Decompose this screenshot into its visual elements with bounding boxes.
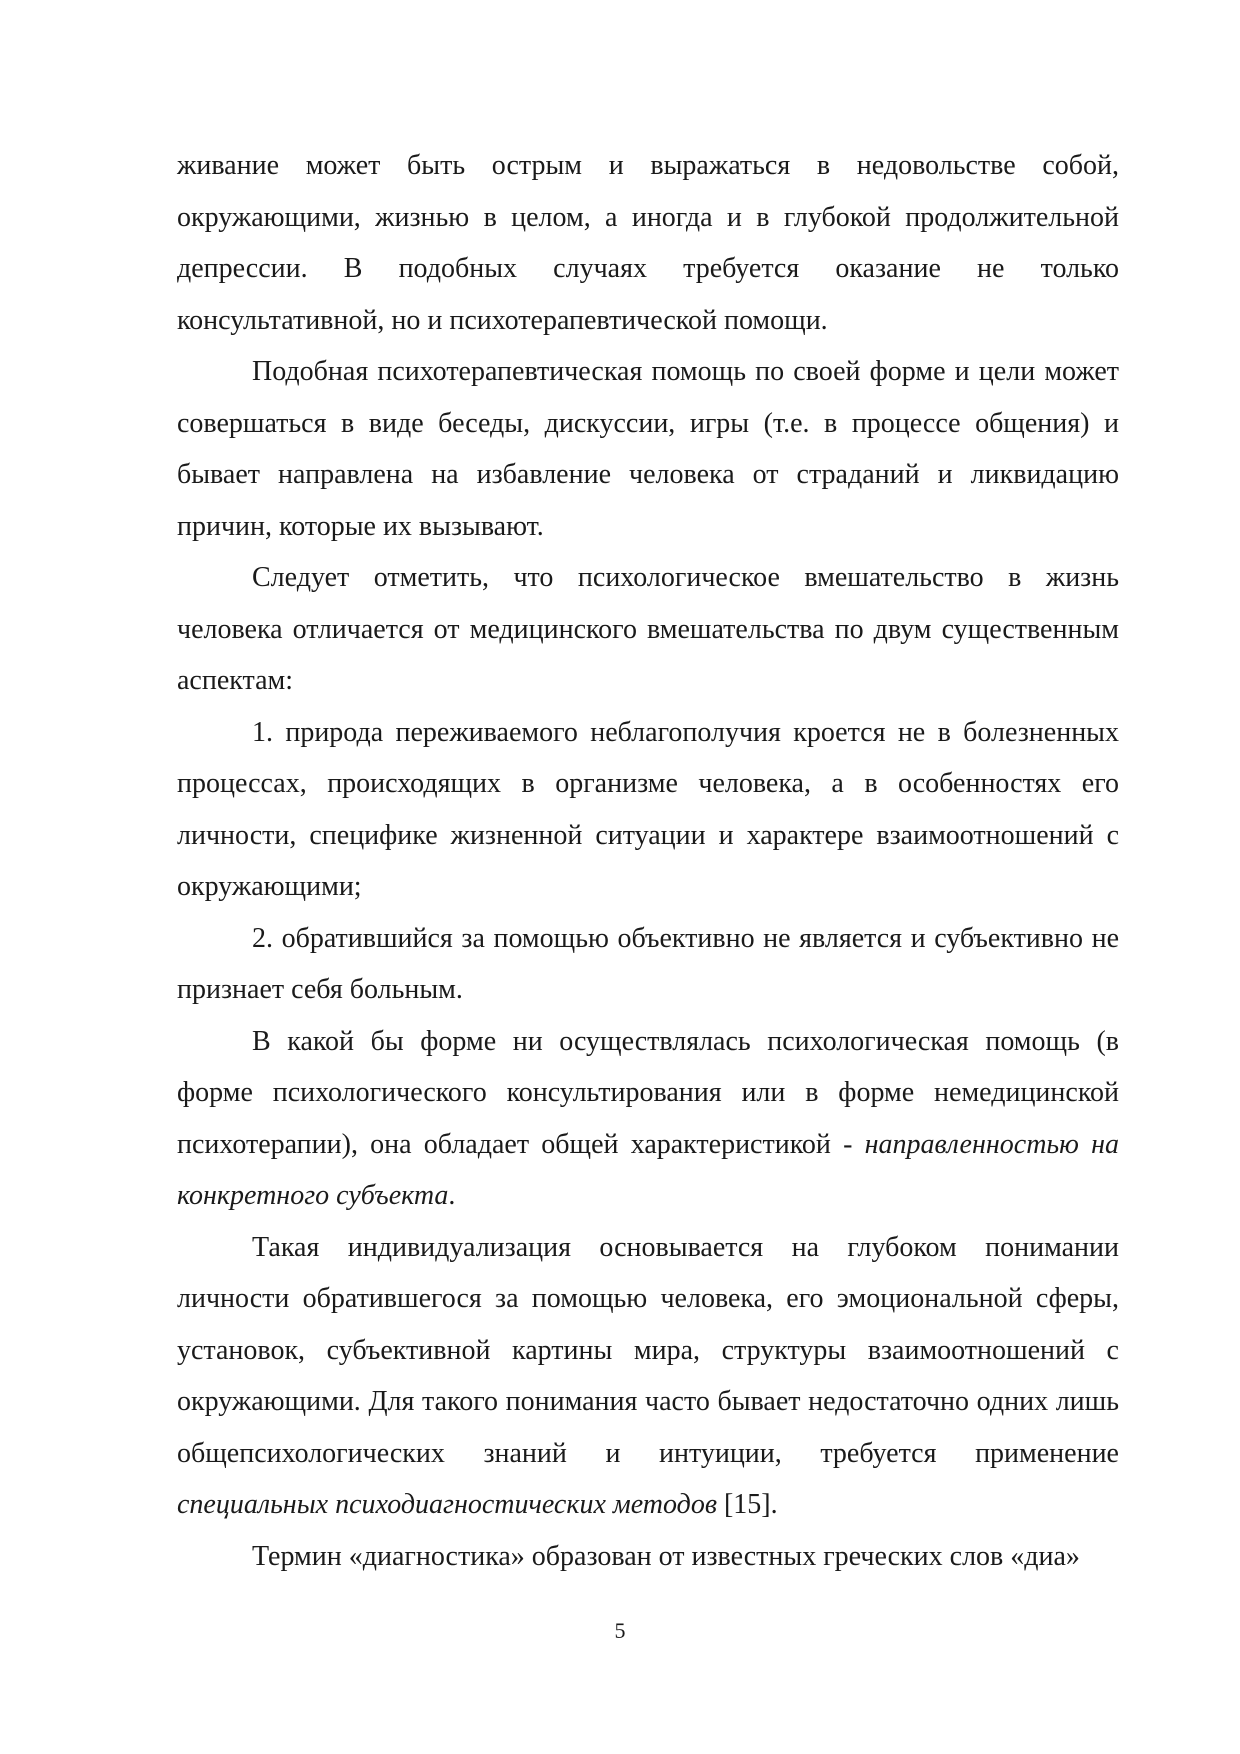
paragraph-7-text: Такая индивидуализация основывается на глубоком понимании личности обратившегося за помощью человека, его эмоциональной сферы, установок, субъективной картины мира, структуры взаимоотношений с окружающими. Для такого понимания часто бывает недостаточно одних лишь общепсихологических знаний и интуиции, требуется применение [177, 1231, 1119, 1469]
paragraph-6-text: В какой бы форме ни осуществлялась психологическая помощь (в форме психологического консультирования или в форме немедицинской психотерапии), она обладает общей характеристикой - [177, 1025, 1119, 1160]
paragraph-3: Следует отметить, что психологическое вмешательство в жизнь человека отличается от медицинского вмешательства по двум существенным аспектам: [177, 562, 1119, 696]
paragraph-7-citation: [15]. [716, 1489, 778, 1520]
paragraph-1: живание может быть острым и выражаться в недовольстве собой, окружающими, жизнью в целом, а иногда и в глубокой продолжительной депрессии. В подобных случаях требуется оказание не только консультативной, но и психотерапевтической помощи. [177, 150, 1119, 336]
paragraph-6-end: . [448, 1180, 456, 1211]
paragraph-2: Подобная психотерапевтическая помощь по своей форме и цели может совершаться в виде беседы, дискуссии, игры (т.е. в процессе общения) и бывает направлена на избавление человека от страданий и ликвидацию причин, которые их вызывают. [177, 356, 1119, 542]
paragraph-7-emphasis: специальных психодиагностических методов [177, 1489, 717, 1520]
page-number: 5 [614, 1618, 626, 1643]
body-text [177, 140, 1119, 1582]
list-item-1: 1. природа переживаемого неблагополучия кроется не в болезненных процессах, происходящих в организме человека, а в особенностях его личности, специфике жизненной ситуации и характере взаимоотношений с окружающими; [177, 716, 1119, 902]
paragraph-8: Термин «диагностика» образован от известных греческих слов «диа» [252, 1540, 1080, 1572]
paragraph-7 [177, 1222, 1119, 1531]
paragraph-6 [177, 1016, 1119, 1222]
list-item-2: 2. обратившийся за помощью объективно не является и субъективно не признает себя больным. [177, 922, 1119, 1005]
paragraph-6-emphasis: направленностью на конкретного субъекта [177, 1128, 1119, 1211]
